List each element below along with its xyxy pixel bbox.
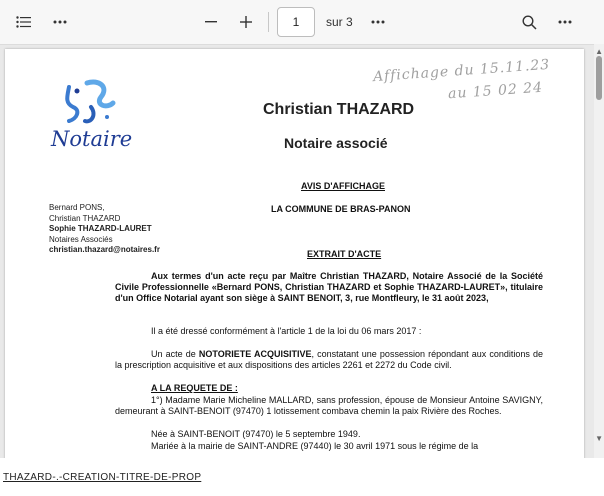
logo-text: Notaire <box>51 127 133 151</box>
zoom-in-icon[interactable] <box>234 10 258 34</box>
notary-line: Christian THAZARD <box>49 213 121 223</box>
act-prefix: Un acte de <box>151 349 199 359</box>
notary-name: Christian THAZARD <box>263 101 415 118</box>
marriage-info: Mariée à la mairie de SAINT-ANDRE (97440) le 30 avril 1971 sous le régime de la <box>151 441 479 451</box>
paragraph-law: Il a été dressé conformément à l'article 1 de la loi du 06 mars 2017 : <box>151 326 422 336</box>
requester-1: 1°) Madame Marie Micheline MALLARD, sans profession, épouse de Monsieur Antoine SAVIGNY, demeurant à SAINT-BENOIT (97470) 1 lotissement combava chemin la paix Rivière des Roches. <box>115 395 543 416</box>
act-type: NOTORIETE ACQUISITIVE <box>198 349 312 359</box>
request-heading: A LA REQUETE DE : <box>151 383 238 393</box>
notaries-list <box>49 203 160 256</box>
paragraph-act <box>115 349 543 371</box>
pdf-toolbar <box>0 0 604 45</box>
scroll-down-icon[interactable]: ▼ <box>595 434 603 443</box>
page-number-input[interactable] <box>277 7 315 37</box>
notice-title: AVIS D'AFFICHAGE <box>301 181 385 191</box>
page-more-options-icon[interactable] <box>366 10 390 34</box>
act-suffix: , constatant une possession répondant aux conditions de la prescription acquisitive et aux dispositions des articles 2261 et 2272 du Code civil. <box>115 349 544 370</box>
notary-line: Sophie THAZARD-LAURET <box>49 224 152 233</box>
document-link[interactable]: THAZARD-.-CREATION-TITRE-DE-PROP <box>3 472 202 483</box>
extract-title: EXTRAIT D'ACTE <box>307 249 382 259</box>
notary-role: Notaire associé <box>284 135 388 151</box>
paragraph-intro: Aux termes d'un acte reçu par Maître Christian THAZARD, Notaire Associé de la Société Civile Professionnelle «Bernard PONS, Christian THAZARD et Sophie THAZARD-LAURET», titulaire d'un Office Notarial ayant son siège à SAINT BENOIT, 3, rue Montfleury, le 31 août 2023, <box>115 271 543 303</box>
notary-line: Bernard PONS, <box>49 203 105 212</box>
contents-list-icon[interactable] <box>12 10 36 34</box>
zoom-out-icon[interactable] <box>199 10 223 34</box>
more-options-icon[interactable] <box>48 10 72 34</box>
scroll-up-icon[interactable]: ▲ <box>595 47 603 56</box>
scroll-thumb[interactable] <box>596 56 602 100</box>
notary-line: Notaires Associés <box>49 234 113 244</box>
toolbar-separator <box>268 12 269 32</box>
handwritten-note-2: au 15 02 24 <box>447 79 544 103</box>
menu-more-icon[interactable] <box>553 10 577 34</box>
notary-email[interactable]: christian.thazard@notaires.fr <box>49 245 160 254</box>
document-page <box>5 49 584 458</box>
commune-name: LA COMMUNE DE BRAS-PANON <box>271 204 411 214</box>
page-count: sur 3 <box>326 15 353 29</box>
birth-info: Née à SAINT-BENOIT (97470) le 5 septembre 1949. <box>151 429 361 439</box>
vertical-scrollbar[interactable] <box>594 44 604 458</box>
handwritten-note: Affichage du 15.11.23 <box>372 56 551 86</box>
search-icon[interactable] <box>517 10 541 34</box>
